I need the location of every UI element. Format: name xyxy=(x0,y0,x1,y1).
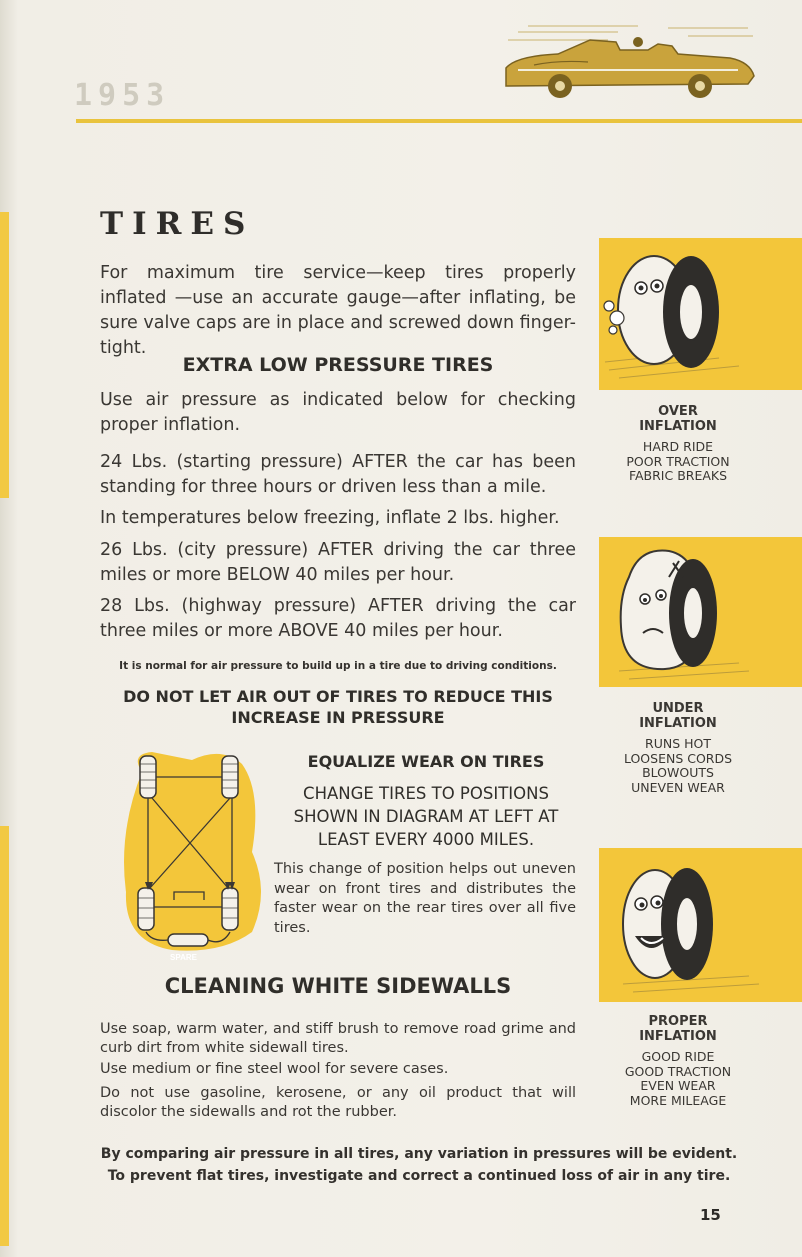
proper-inflation-item: MORE MILEAGE xyxy=(629,1092,727,1108)
under-inflation-caption xyxy=(599,701,757,795)
pressure-warning: DO NOT LET AIR OUT OF TIRES TO REDUCE THIS INCREASE IN PRESSURE xyxy=(123,687,553,727)
pressure-para-1: Use air pressure as indicated below for checking proper inflation. xyxy=(100,390,576,435)
pressure-para-5: 28 Lbs. (highway pressure) AFTER driving the car three miles or more ABOVE 40 miles per hour. xyxy=(100,596,576,641)
under-inflation-title-2: INFLATION xyxy=(639,716,717,731)
page-number: 15 xyxy=(700,1206,721,1224)
over-inflation-item: HARD RIDE xyxy=(642,439,714,454)
proper-inflation-item: GOOD TRACTION xyxy=(624,1063,732,1079)
spine-tab-bottom xyxy=(0,826,9,1246)
pressure-para-3: In temperatures below freezing, inflate 2 lbs. higher. xyxy=(100,508,560,528)
proper-inflation-item: EVEN WEAR xyxy=(640,1078,716,1093)
over-inflation-title-2: INFLATION xyxy=(639,419,717,434)
pressure-para-4: 26 Lbs. (city pressure) AFTER driving the car three miles or more BELOW 40 miles per hour. xyxy=(100,540,576,585)
extra-low-heading: EXTRA LOW PRESSURE TIRES xyxy=(182,354,494,376)
under-inflated-tire-illustration xyxy=(599,537,802,687)
proper-inflation-caption xyxy=(599,1014,757,1108)
under-inflation-title-1: UNDER xyxy=(652,701,704,716)
over-inflation-title-1: OVER xyxy=(658,404,698,419)
over-inflated-tire-illustration xyxy=(599,238,802,390)
cleaning-para-2: Use medium or fine steel wool for severe cases. xyxy=(100,1061,449,1077)
proper-inflation-title-1: PROPER xyxy=(648,1014,708,1029)
proper-inflation-panel xyxy=(599,848,802,1002)
footer-line-2: To prevent flat tires, investigate and correct a continued loss of air in any tire. xyxy=(107,1168,731,1184)
cleaning-heading: CLEANING WHITE SIDEWALLS xyxy=(164,974,512,998)
cleaning-para-1: Use soap, warm water, and stiff brush to remove road grime and curb dirt from white sidewall tires. xyxy=(100,1021,576,1056)
cleaning-para-3: Do not use gasoline, kerosene, or any oil product that will discolor the sidewalls and rot the rubber. xyxy=(100,1085,576,1120)
proper-inflated-tire-illustration xyxy=(599,848,802,1002)
equalize-heading: EQUALIZE WEAR ON TIRES xyxy=(307,752,545,771)
over-inflation-panel xyxy=(599,238,802,390)
under-inflation-panel xyxy=(599,537,802,687)
under-inflation-item: RUNS HOT xyxy=(645,736,711,751)
pressure-para-2: 24 Lbs. (starting pressure) AFTER the car has been standing for three hours or driven less than a mile. xyxy=(100,452,576,497)
equalize-body: This change of position helps out uneven wear on front tires and distributes the faster wear on the rear tires over all five tires. xyxy=(274,861,576,936)
under-inflation-item: BLOWOUTS xyxy=(642,765,714,780)
tire-rotation-diagram xyxy=(112,742,272,967)
over-inflation-item: FABRIC BREAKS xyxy=(628,468,728,483)
over-inflation-item: POOR TRACTION xyxy=(626,453,730,469)
under-inflation-item: LOOSENS CORDS xyxy=(623,750,733,766)
equalize-instruction: CHANGE TIRES TO POSITIONS SHOWN IN DIAGRAM AT LEFT AT LEAST EVERY 4000 MILES. xyxy=(293,784,559,849)
spine-tab-top xyxy=(0,212,9,498)
page-title: TIRES xyxy=(100,206,255,242)
proper-inflation-item: GOOD RIDE xyxy=(641,1049,715,1064)
intro-paragraph: For maximum tire service—keep tires properly inflated —use an accurate gauge—after inflating, be sure valve caps are in place and screwed down finger-tight. xyxy=(100,263,576,358)
over-inflation-caption xyxy=(599,404,757,484)
pressure-note: It is normal for air pressure to build up in a tire due to driving conditions. xyxy=(119,660,557,672)
header-rule xyxy=(76,119,802,123)
year-stamp: 1953 xyxy=(74,78,171,113)
under-inflation-item: UNEVEN WEAR xyxy=(631,779,725,795)
spare-label: SPARE xyxy=(170,953,197,962)
proper-inflation-title-2: INFLATION xyxy=(639,1029,717,1044)
footer-line-1: By comparing air pressure in all tires, any variation in pressures will be evident. xyxy=(100,1146,738,1162)
convertible-car-illustration xyxy=(498,20,758,102)
